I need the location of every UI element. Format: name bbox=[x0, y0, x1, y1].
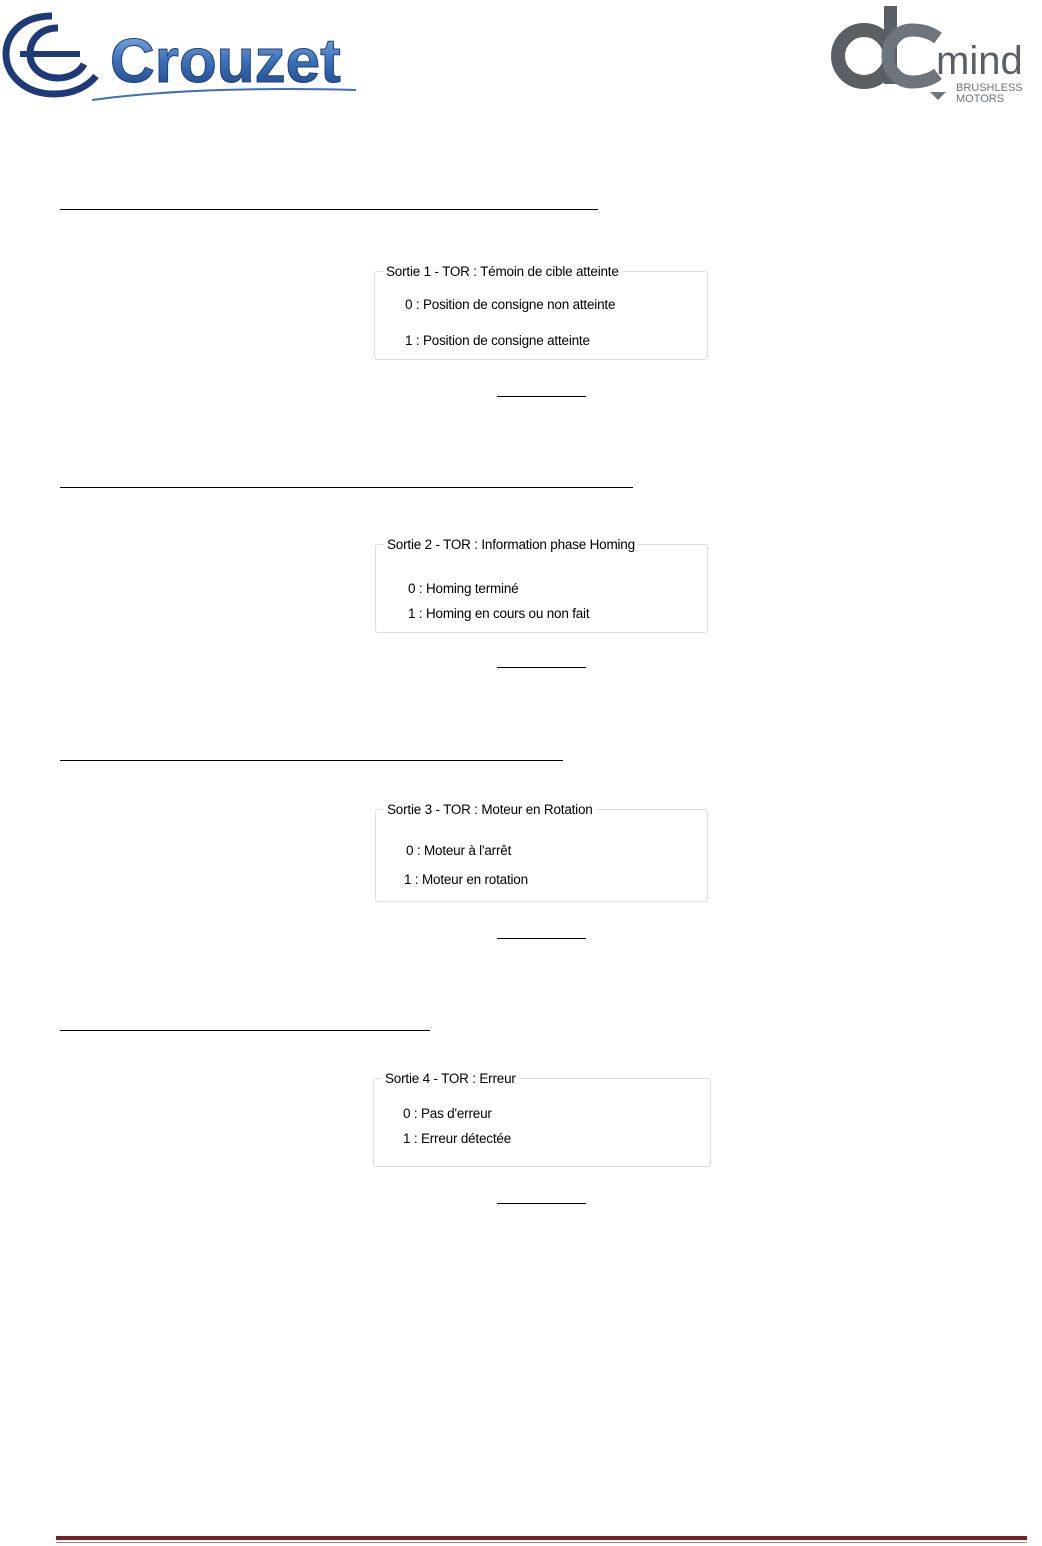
groupbox-line: 0 : Position de consigne non atteinte bbox=[405, 297, 616, 312]
groupbox-sortie-2 bbox=[375, 537, 708, 633]
dcmind-logo-sub1: BRUSHLESS bbox=[956, 82, 1023, 94]
footer-rule-thin bbox=[56, 1542, 1027, 1543]
groupbox-sortie-1 bbox=[374, 264, 708, 360]
section-heading-underline bbox=[60, 760, 563, 761]
groupbox-title: Sortie 3 - TOR : Moteur en Rotation bbox=[384, 801, 596, 818]
dcmind-logo bbox=[826, 0, 1042, 110]
footer-rule bbox=[56, 1536, 1027, 1540]
crouzet-logo bbox=[0, 2, 362, 107]
groupbox-line: 0 : Pas d'erreur bbox=[403, 1106, 492, 1121]
groupbox-title: Sortie 2 - TOR : Information phase Homing bbox=[384, 536, 638, 553]
groupbox-line: 0 : Homing terminé bbox=[408, 581, 519, 596]
groupbox-line: 1 : Position de consigne atteinte bbox=[405, 333, 590, 348]
groupbox-sortie-3 bbox=[375, 802, 708, 902]
figure-caption-underline bbox=[497, 1203, 586, 1204]
figure-caption-underline bbox=[497, 396, 586, 397]
groupbox-line: 1 : Erreur détectée bbox=[403, 1131, 512, 1146]
dcmind-logo-sub2: MOTORS bbox=[956, 93, 1005, 105]
section-heading-underline bbox=[60, 1030, 430, 1031]
groupbox-title: Sortie 1 - TOR : Témoin de cible atteinte bbox=[383, 263, 622, 280]
groupbox-line: 1 : Homing en cours ou non fait bbox=[408, 606, 590, 621]
figure-caption-underline bbox=[497, 938, 586, 939]
crouzet-logo-text: Crouzet bbox=[110, 27, 341, 96]
section-heading-underline bbox=[60, 487, 633, 488]
section-heading-underline bbox=[60, 209, 598, 210]
figure-caption-underline bbox=[497, 667, 586, 668]
groupbox-title: Sortie 4 - TOR : Erreur bbox=[382, 1070, 519, 1087]
groupbox-sortie-4 bbox=[373, 1071, 711, 1167]
groupbox-line: 1 : Moteur en rotation bbox=[404, 872, 528, 887]
dcmind-logo-word: mind bbox=[936, 39, 1023, 83]
groupbox-line: 0 : Moteur à l'arrêt bbox=[406, 843, 512, 858]
